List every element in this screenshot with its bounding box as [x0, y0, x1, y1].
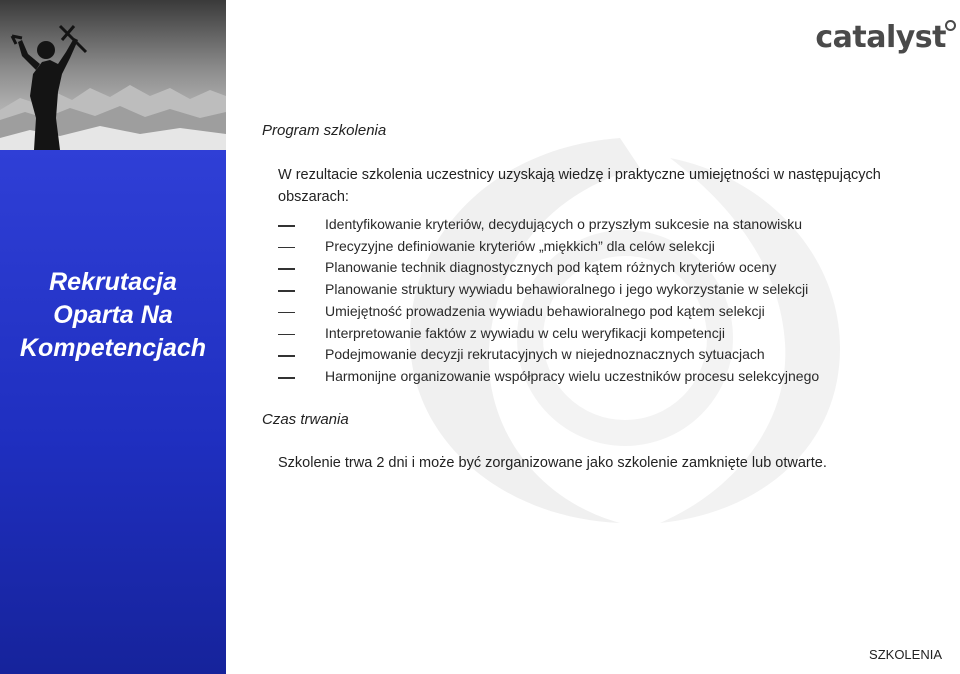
list-item: [278, 214, 918, 236]
dash-bullet-icon: [278, 225, 295, 227]
list-item-text: Identyfikowanie kryteriów, decydujących o przyszłym sukcesie na stanowisku: [325, 216, 802, 232]
list-item: [278, 301, 918, 323]
list-item-text: Interpretowanie faktów z wywiadu w celu weryfikacji kompetencji: [325, 324, 725, 341]
dash-bullet-icon: [278, 247, 295, 249]
dash-bullet-icon: [278, 334, 295, 336]
footer-label: SZKOLENIA: [869, 647, 942, 662]
list-item: [278, 257, 918, 279]
list-item: [278, 323, 918, 345]
left-sidebar: [0, 150, 226, 674]
list-item: [278, 366, 918, 388]
dash-bullet-icon: [278, 268, 295, 270]
program-heading: Program szkolenia: [262, 122, 387, 139]
program-intro: W rezultacie szkolenia uczestnicy uzyskają wiedzę i praktyczne umiejętności w następujących obszarach:: [278, 167, 881, 205]
sidebar-title-line-3: Kompetencjach: [19, 334, 207, 362]
dash-bullet-icon: [278, 312, 295, 314]
list-item-text: Podejmowanie decyzji rekrutacyjnych w niejednoznacznych sytuacjach: [325, 346, 765, 363]
list-item-text: Precyzyjne definiowanie kryteriów „miękkich” dla celów selekcji: [325, 237, 715, 254]
sidebar-title-line-2: Oparta Na: [53, 301, 173, 329]
list-item-text: Planowanie struktury wywiadu behawioralnego i jego wykorzystanie w selekcji: [325, 281, 809, 298]
duration-text: Szkolenie trwa 2 dni i może być zorganizowane jako szkolenie zamknięte lub otwarte.: [278, 455, 827, 471]
header-photo-climber: [0, 0, 226, 150]
duration-heading: Czas trwania: [262, 411, 349, 428]
list-item: [278, 344, 918, 366]
brand-logo: catalyst: [815, 20, 946, 55]
list-item-text: Planowanie technik diagnostycznych pod kątem różnych kryteriów oceny: [325, 259, 777, 276]
list-item-text: Harmonijne organizowanie współpracy wielu uczestników procesu selekcyjnego: [325, 367, 820, 384]
list-item-text: Umiejętność prowadzenia wywiadu behawioralnego pod kątem selekcji: [325, 302, 765, 319]
dash-bullet-icon: [278, 290, 295, 292]
sidebar-title-line-1: Rekrutacja: [49, 268, 177, 296]
logo-registered-mark-icon: [945, 20, 956, 31]
sidebar-title: [0, 266, 226, 365]
dash-bullet-icon: [278, 355, 295, 357]
dash-bullet-icon: [278, 377, 295, 379]
climber-photo-illustration: [0, 0, 226, 150]
list-item: [278, 236, 918, 258]
list-item: [278, 279, 918, 301]
program-items-list: [278, 214, 918, 388]
